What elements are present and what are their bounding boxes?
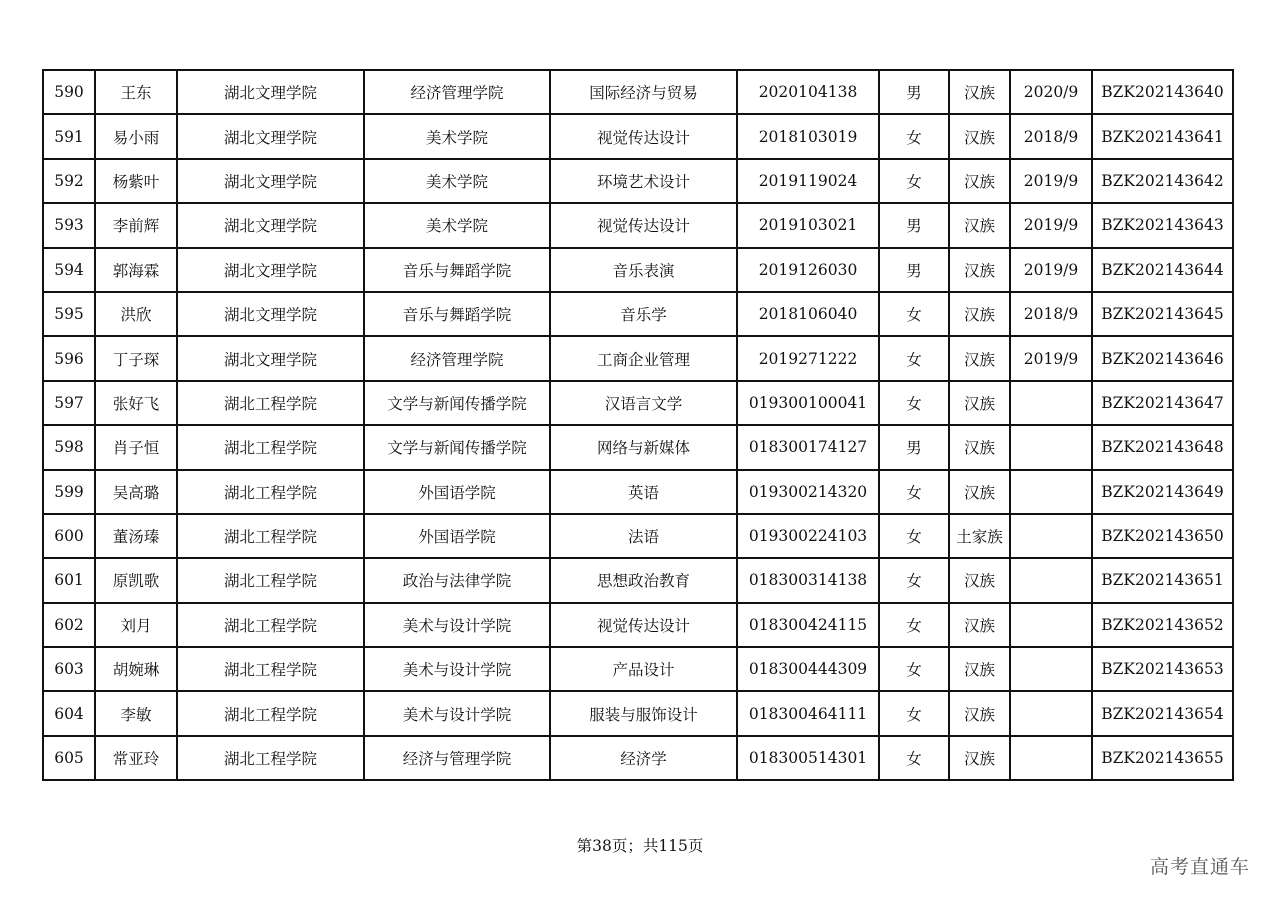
- table-row: [43, 691, 1233, 735]
- cell-school: 湖北工程学院: [177, 691, 364, 735]
- cell-school: 湖北工程学院: [177, 470, 364, 514]
- cell-school: 湖北工程学院: [177, 736, 364, 780]
- cell-student-id: 2020104138: [737, 70, 879, 114]
- cell-number: 604: [43, 691, 95, 735]
- cell-college: 经济管理学院: [364, 336, 550, 380]
- cell-name: 张好飞: [95, 381, 177, 425]
- cell-enroll-date: [1010, 470, 1092, 514]
- cell-number: 593: [43, 203, 95, 247]
- cell-college: 美术学院: [364, 203, 550, 247]
- cell-ethnicity: 汉族: [949, 70, 1010, 114]
- cell-school: 湖北工程学院: [177, 603, 364, 647]
- cell-name: 李前辉: [95, 203, 177, 247]
- cell-major: 视觉传达设计: [550, 203, 737, 247]
- watermark-text: 高考直通车: [1149, 856, 1250, 878]
- cell-student-id: 018300424115: [737, 603, 879, 647]
- cell-major: 汉语言文学: [550, 381, 737, 425]
- cell-college: 经济管理学院: [364, 70, 550, 114]
- cell-school: 湖北文理学院: [177, 248, 364, 292]
- cell-school: 湖北工程学院: [177, 514, 364, 558]
- cell-number: 591: [43, 114, 95, 158]
- cell-enroll-date: [1010, 381, 1092, 425]
- cell-gender: 女: [879, 514, 949, 558]
- table-row: [43, 114, 1233, 158]
- cell-student-id: 018300314138: [737, 558, 879, 602]
- cell-code: BZK202143651: [1092, 558, 1233, 602]
- cell-enroll-date: 2018/9: [1010, 114, 1092, 158]
- cell-gender: 女: [879, 736, 949, 780]
- table-row: [43, 336, 1233, 380]
- cell-student-id: 2018103019: [737, 114, 879, 158]
- cell-college: 美术学院: [364, 114, 550, 158]
- cell-code: BZK202143645: [1092, 292, 1233, 336]
- cell-college: 文学与新闻传播学院: [364, 381, 550, 425]
- cell-student-id: 019300100041: [737, 381, 879, 425]
- cell-code: BZK202143650: [1092, 514, 1233, 558]
- cell-enroll-date: 2019/9: [1010, 248, 1092, 292]
- cell-name: 吴高璐: [95, 470, 177, 514]
- cell-school: 湖北工程学院: [177, 425, 364, 469]
- cell-number: 594: [43, 248, 95, 292]
- cell-student-id: 019300224103: [737, 514, 879, 558]
- cell-major: 法语: [550, 514, 737, 558]
- cell-school: 湖北工程学院: [177, 558, 364, 602]
- cell-student-id: 2019271222: [737, 336, 879, 380]
- cell-major: 工商企业管理: [550, 336, 737, 380]
- cell-major: 音乐表演: [550, 248, 737, 292]
- cell-ethnicity: 汉族: [949, 336, 1010, 380]
- cell-enroll-date: [1010, 647, 1092, 691]
- cell-major: 环境艺术设计: [550, 159, 737, 203]
- cell-code: BZK202143649: [1092, 470, 1233, 514]
- cell-ethnicity: 汉族: [949, 736, 1010, 780]
- cell-gender: 男: [879, 70, 949, 114]
- cell-college: 美术与设计学院: [364, 691, 550, 735]
- cell-number: 598: [43, 425, 95, 469]
- cell-number: 590: [43, 70, 95, 114]
- cell-college: 政治与法律学院: [364, 558, 550, 602]
- table-row: [43, 159, 1233, 203]
- cell-gender: 女: [879, 114, 949, 158]
- cell-code: BZK202143655: [1092, 736, 1233, 780]
- cell-ethnicity: 汉族: [949, 248, 1010, 292]
- cell-student-id: 019300214320: [737, 470, 879, 514]
- cell-major: 网络与新媒体: [550, 425, 737, 469]
- cell-college: 外国语学院: [364, 470, 550, 514]
- cell-college: 美术学院: [364, 159, 550, 203]
- cell-ethnicity: 汉族: [949, 603, 1010, 647]
- cell-major: 音乐学: [550, 292, 737, 336]
- cell-number: 599: [43, 470, 95, 514]
- cell-enroll-date: 2020/9: [1010, 70, 1092, 114]
- cell-major: 国际经济与贸易: [550, 70, 737, 114]
- cell-student-id: 2018106040: [737, 292, 879, 336]
- cell-number: 603: [43, 647, 95, 691]
- cell-name: 丁子琛: [95, 336, 177, 380]
- cell-college: 经济与管理学院: [364, 736, 550, 780]
- cell-gender: 女: [879, 558, 949, 602]
- cell-code: BZK202143654: [1092, 691, 1233, 735]
- table-row: [43, 292, 1233, 336]
- cell-code: BZK202143640: [1092, 70, 1233, 114]
- cell-gender: 女: [879, 292, 949, 336]
- cell-student-id: 2019126030: [737, 248, 879, 292]
- table-row: [43, 248, 1233, 292]
- cell-code: BZK202143652: [1092, 603, 1233, 647]
- cell-major: 服装与服饰设计: [550, 691, 737, 735]
- cell-major: 英语: [550, 470, 737, 514]
- cell-enroll-date: [1010, 603, 1092, 647]
- table-row: [43, 558, 1233, 602]
- cell-gender: 女: [879, 336, 949, 380]
- cell-number: 592: [43, 159, 95, 203]
- cell-school: 湖北文理学院: [177, 70, 364, 114]
- cell-ethnicity: 汉族: [949, 691, 1010, 735]
- cell-college: 美术与设计学院: [364, 647, 550, 691]
- cell-code: BZK202143648: [1092, 425, 1233, 469]
- cell-ethnicity: 汉族: [949, 470, 1010, 514]
- cell-number: 597: [43, 381, 95, 425]
- table-row: [43, 736, 1233, 780]
- cell-code: BZK202143647: [1092, 381, 1233, 425]
- cell-ethnicity: 汉族: [949, 159, 1010, 203]
- cell-major: 思想政治教育: [550, 558, 737, 602]
- cell-code: BZK202143644: [1092, 248, 1233, 292]
- cell-college: 音乐与舞蹈学院: [364, 248, 550, 292]
- cell-enroll-date: 2019/9: [1010, 336, 1092, 380]
- cell-name: 常亚玲: [95, 736, 177, 780]
- cell-enroll-date: 2019/9: [1010, 159, 1092, 203]
- student-roster-table: [42, 69, 1234, 781]
- cell-code: BZK202143643: [1092, 203, 1233, 247]
- cell-gender: 女: [879, 159, 949, 203]
- cell-student-id: 2019119024: [737, 159, 879, 203]
- cell-major: 视觉传达设计: [550, 603, 737, 647]
- cell-ethnicity: 汉族: [949, 381, 1010, 425]
- cell-gender: 女: [879, 647, 949, 691]
- cell-name: 原凯歌: [95, 558, 177, 602]
- cell-student-id: 018300514301: [737, 736, 879, 780]
- cell-major: 视觉传达设计: [550, 114, 737, 158]
- cell-name: 李敏: [95, 691, 177, 735]
- cell-ethnicity: 汉族: [949, 558, 1010, 602]
- cell-gender: 女: [879, 603, 949, 647]
- cell-gender: 男: [879, 425, 949, 469]
- cell-enroll-date: 2018/9: [1010, 292, 1092, 336]
- cell-school: 湖北工程学院: [177, 647, 364, 691]
- cell-name: 洪欣: [95, 292, 177, 336]
- cell-school: 湖北文理学院: [177, 292, 364, 336]
- cell-gender: 男: [879, 248, 949, 292]
- cell-name: 刘月: [95, 603, 177, 647]
- cell-school: 湖北工程学院: [177, 381, 364, 425]
- cell-ethnicity: 汉族: [949, 203, 1010, 247]
- cell-student-id: 018300174127: [737, 425, 879, 469]
- cell-enroll-date: [1010, 736, 1092, 780]
- cell-enroll-date: [1010, 514, 1092, 558]
- cell-ethnicity: 汉族: [949, 647, 1010, 691]
- page-number: 第38页；共115页: [576, 837, 704, 855]
- cell-name: 郭海霖: [95, 248, 177, 292]
- cell-major: 产品设计: [550, 647, 737, 691]
- cell-gender: 男: [879, 203, 949, 247]
- cell-college: 文学与新闻传播学院: [364, 425, 550, 469]
- cell-name: 肖子恒: [95, 425, 177, 469]
- cell-school: 湖北文理学院: [177, 114, 364, 158]
- cell-code: BZK202143641: [1092, 114, 1233, 158]
- cell-number: 596: [43, 336, 95, 380]
- cell-ethnicity: 汉族: [949, 292, 1010, 336]
- cell-school: 湖北文理学院: [177, 203, 364, 247]
- table-row: [43, 470, 1233, 514]
- cell-gender: 女: [879, 381, 949, 425]
- cell-gender: 女: [879, 691, 949, 735]
- cell-college: 外国语学院: [364, 514, 550, 558]
- table-row: [43, 603, 1233, 647]
- cell-name: 董汤瑧: [95, 514, 177, 558]
- cell-enroll-date: [1010, 691, 1092, 735]
- cell-name: 易小雨: [95, 114, 177, 158]
- table-row: [43, 203, 1233, 247]
- cell-major: 经济学: [550, 736, 737, 780]
- cell-enroll-date: 2019/9: [1010, 203, 1092, 247]
- cell-name: 杨紫叶: [95, 159, 177, 203]
- cell-gender: 女: [879, 470, 949, 514]
- table-row: [43, 647, 1233, 691]
- cell-ethnicity: 汉族: [949, 425, 1010, 469]
- table-row: [43, 70, 1233, 114]
- cell-code: BZK202143653: [1092, 647, 1233, 691]
- table-row: [43, 381, 1233, 425]
- cell-number: 600: [43, 514, 95, 558]
- cell-student-id: 018300444309: [737, 647, 879, 691]
- cell-code: BZK202143646: [1092, 336, 1233, 380]
- cell-college: 美术与设计学院: [364, 603, 550, 647]
- cell-number: 595: [43, 292, 95, 336]
- cell-student-id: 018300464111: [737, 691, 879, 735]
- cell-ethnicity: 汉族: [949, 114, 1010, 158]
- cell-student-id: 2019103021: [737, 203, 879, 247]
- cell-school: 湖北文理学院: [177, 336, 364, 380]
- roster-body: [43, 70, 1233, 780]
- cell-number: 602: [43, 603, 95, 647]
- cell-ethnicity: 土家族: [949, 514, 1010, 558]
- cell-number: 605: [43, 736, 95, 780]
- cell-name: 胡婉琳: [95, 647, 177, 691]
- cell-name: 王东: [95, 70, 177, 114]
- cell-enroll-date: [1010, 558, 1092, 602]
- cell-enroll-date: [1010, 425, 1092, 469]
- table-row: [43, 514, 1233, 558]
- cell-code: BZK202143642: [1092, 159, 1233, 203]
- cell-number: 601: [43, 558, 95, 602]
- table-row: [43, 425, 1233, 469]
- cell-school: 湖北文理学院: [177, 159, 364, 203]
- cell-college: 音乐与舞蹈学院: [364, 292, 550, 336]
